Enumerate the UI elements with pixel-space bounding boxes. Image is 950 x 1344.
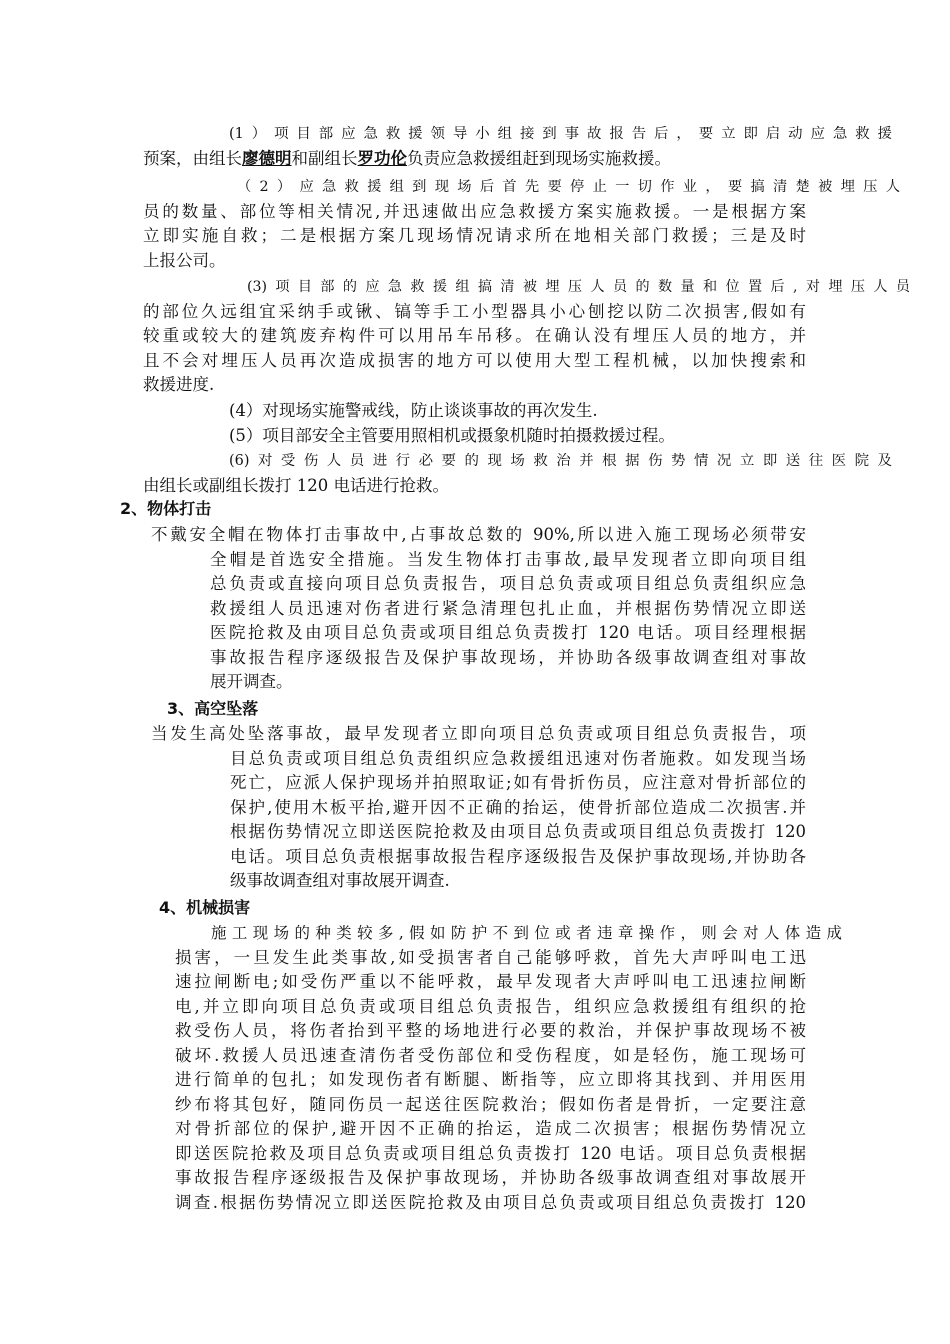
leader-name: 廖德明 — [242, 148, 292, 168]
paragraph-line: 死亡，应派人保护现场并拍照取证;如有骨折伤员，应注意对骨折部位的 — [230, 773, 806, 792]
paragraph-line: 事故报告程序逐级报告及保护事故现场，并协助各级事故调查组对事故 — [210, 647, 806, 667]
paragraph-line: （2）应急救援组到现场后首先要停止一切作业，要搞清楚被埋压人 — [237, 179, 900, 195]
paragraph-line: 总负责或直接向项目总负责报告，项目总负责或项目组总负责组织应急 — [210, 574, 806, 593]
paragraph-2 — [143, 175, 900, 273]
section-heading-fall-from-height: 3、高空坠落 — [167, 699, 259, 718]
paragraph-line: 不戴安全帽在物体打击事故中,占事故总数的 90%,所以进入施工现场必须带安 — [151, 525, 806, 544]
paragraph-line: 施工现场的种类较多,假如防护不到位或者违章操作，则会对人体造成 — [211, 924, 842, 942]
paragraph-line: 速拉闸断电;如受伤严重以不能呼救，最早发现者大声呼叫电工迅速拉闸断 — [175, 972, 806, 991]
paragraph-4 — [229, 399, 829, 424]
section-4-body — [175, 921, 842, 1215]
paragraph-line: 损害，一旦发生此类事故,如受损害者自己能够呼救，首先大声呼叫电工迅 — [175, 947, 806, 967]
paragraph-line: 纱布将其包好，随同伤员一起送往医院救治；假如伤者是骨折，一定要注意 — [175, 1094, 806, 1114]
section-heading-object-strike: 2、物体打击 — [120, 499, 212, 518]
paragraph-line: 上报公司。 — [143, 250, 226, 270]
paragraph-line: 且不会对埋压人员再次造成损害的地方可以使用大型工程机械，以加快搜索和 — [143, 350, 806, 370]
deputy-leader-name: 罗功伦 — [357, 148, 407, 168]
paragraph-line: 当发生高处坠落事故，最早发现者立即向项目总负责或项目组总负责报告，项 — [151, 724, 806, 743]
paragraph-line: 电,并立即向项目总负责或项目组总负责报告，组织应急救援组有组织的抢 — [175, 996, 806, 1016]
paragraph-5 — [229, 424, 829, 449]
paragraph-line: (3)项目部的应急救援组搞清被埋压人员的数量和位置后,对埋压人员 — [247, 279, 910, 295]
text-segment: 和副组长 — [291, 148, 358, 168]
paragraph-line: 调查.根据伤势情况立即送医院抢救及由项目总负责或项目组总负责拨打 120 — [175, 1192, 806, 1212]
paragraph-6 — [143, 449, 892, 498]
paragraph-line: 的部位久远组宜采纳手或锹、镐等手工小型器具小心刨挖以防二次损害,假如有 — [143, 301, 806, 321]
paragraph-line: 较重或较大的建筑废弃构件可以用吊车吊移。在确认没有埋压人员的地方，并 — [143, 326, 806, 345]
paragraph-line: 由组长或副组长拨打 120 电话进行抢救。 — [143, 475, 449, 495]
paragraph-line: 保护,使用木板平抬,避开因不正确的抬运，使骨折部位造成二次损害.并 — [230, 797, 806, 817]
paragraph-1-line-1: (1）项目部应急救援领导小组接到事故报告后，要立即启动应急救援 — [229, 126, 892, 142]
paragraph-line: 全帽是首选安全措施。当发生物体打击事故,最早发现者立即向项目组 — [210, 549, 806, 569]
paragraph-line: 进行简单的包扎；如发现伤者有断腿、断指等，应立即将其找到、并用医用 — [175, 1070, 806, 1089]
section-heading-mechanical-injury: 4、机械损害 — [159, 898, 251, 917]
paragraph-1 — [143, 122, 892, 171]
paragraph-1-line-2 — [143, 147, 806, 172]
text-segment: 预案，由组长 — [143, 148, 242, 168]
paragraph-line: 展开调查。 — [210, 672, 293, 691]
paragraph-line: 救援组人员迅速对伤者进行紧急清理包扎止血，并根据伤势情况立即送 — [210, 598, 806, 618]
paragraph-line: 电话。项目总负责根据事故报告程序逐级报告及保护事故现场,并协助各 — [230, 846, 806, 866]
paragraph-line: (5）项目部安全主管要用照相机或摄象机随时拍摄救援过程。 — [229, 426, 675, 445]
paragraph-line: 目总负责或项目组总负责组织应急救援组迅速对伤者施救。如发现当场 — [230, 748, 806, 768]
section-3-body — [151, 722, 806, 894]
paragraph-line: 立即实施自救；二是根据方案几现场情况请求所在地相关部门救援；三是及时 — [143, 226, 806, 245]
paragraph-line: 救受伤人员，将伤者抬到平整的场地进行必要的救治，并保护事故现场不被 — [175, 1021, 806, 1040]
paragraph-line: 救援进度. — [143, 375, 215, 394]
paragraph-line: 破坏.救援人员迅速查清伤者受伤部位和受伤程度，如是轻伤，施工现场可 — [175, 1045, 806, 1065]
paragraph-line: (6)对受伤人员进行必要的现场救治并根据伤势情况立即送往医院及 — [229, 453, 892, 469]
paragraph-line: (4）对现场实施警戒线，防止谈谈事故的再次发生. — [229, 401, 598, 420]
paragraph-line: 医院抢救及由项目总负责或项目组总负责拨打 120 电话。项目经理根据 — [210, 623, 806, 642]
paragraph-line: 根据伤势情况立即送医院抢救及由项目总负责或项目组总负责拨打 120 — [230, 822, 806, 841]
paragraph-line: 级事故调查组对事故展开调查. — [230, 871, 450, 890]
text-segment: 负责应急救援组赶到现场实施救援。 — [407, 148, 671, 168]
paragraph-3 — [143, 275, 910, 398]
paragraph-line: 事故报告程序逐级报告及保护事故现场，并协助各级事故调查组对事故展开 — [175, 1168, 806, 1187]
section-2-body — [151, 523, 806, 695]
paragraph-line: 即送医院抢救及项目总负责或项目组总负责拨打 120 电话。项目总负责根据 — [175, 1143, 806, 1163]
paragraph-line: 员的数量、部位等相关情况,并迅速做出应急救援方案实施救援。一是根据方案 — [143, 201, 806, 221]
paragraph-line: 对骨折部位的保护,避开因不正确的抬运，造成二次损害；根据伤势情况立 — [175, 1119, 806, 1138]
